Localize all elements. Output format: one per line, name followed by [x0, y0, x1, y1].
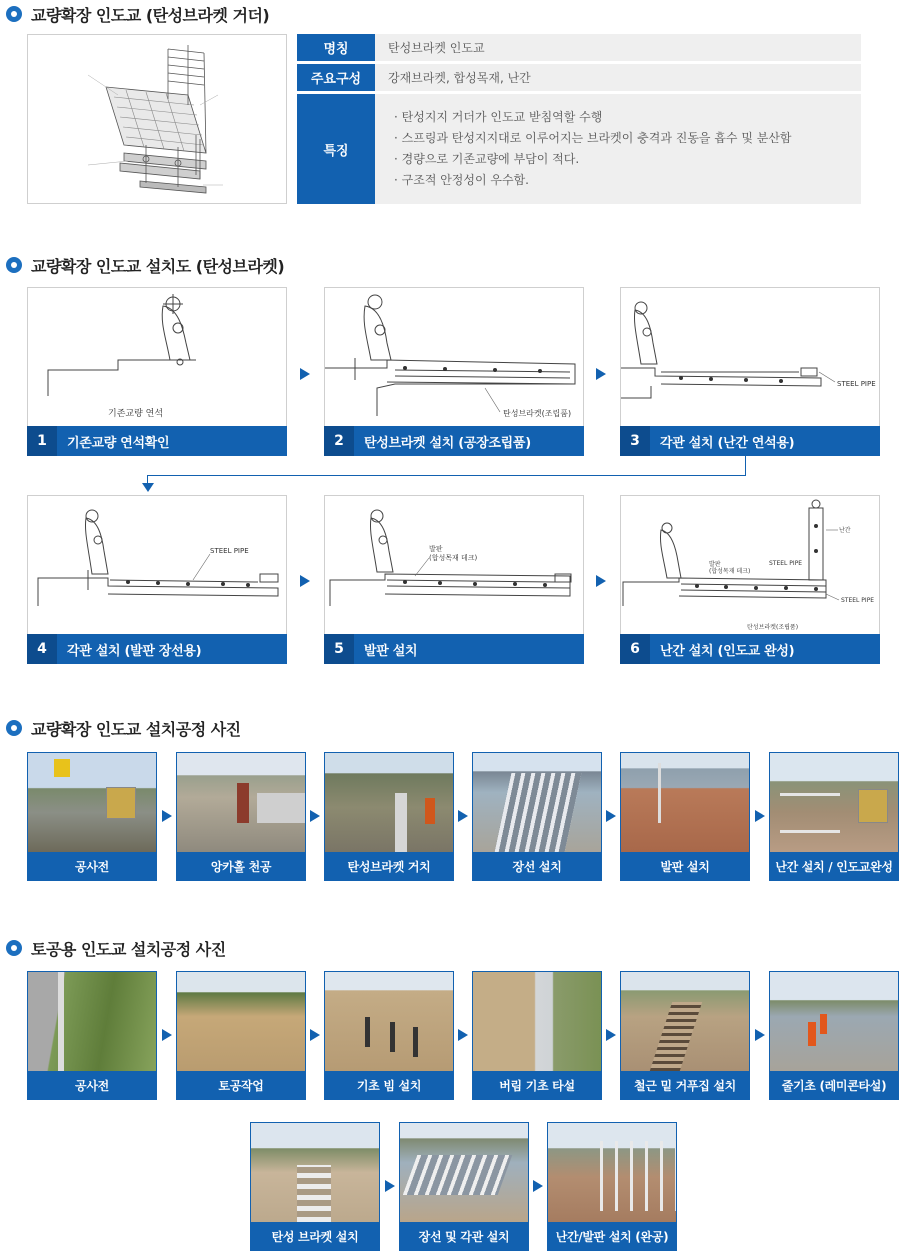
arrow-right-icon — [162, 1029, 172, 1041]
step6-drawing — [621, 496, 879, 634]
spec-row-features — [297, 94, 861, 204]
spec-value: 강재브라켓, 합성목재, 난간 — [375, 64, 861, 91]
step4-drawing — [28, 496, 286, 634]
guardrail — [58, 972, 64, 1071]
feature-item: · 탄성지지 거더가 인도교 받침역할 수행 — [394, 110, 603, 124]
step5-note2: (합성목재 데크) — [429, 554, 478, 562]
section2-title — [6, 254, 284, 276]
section3-title — [6, 717, 241, 739]
photo-caption: 버림 기초 타설 — [473, 1071, 601, 1099]
bracket-girder-drawing — [28, 35, 286, 203]
section4-title-text: 토공용 인도교 설치공정 사진 — [31, 939, 226, 959]
section1-title-text: 교량확장 인도교 (탄성브라켓 거더) — [31, 5, 270, 25]
step-label-bar — [324, 634, 584, 664]
photo-railing-complete — [770, 753, 898, 852]
worker-figure — [237, 783, 249, 823]
feature-item: · 스프링과 탄성지지대로 이루어지는 브라켓이 충격과 진동을 흡수 및 분산함 — [394, 131, 792, 145]
photo-card — [176, 971, 306, 1100]
photo-caption: 장선 설치 — [473, 852, 601, 880]
step5-drawing — [325, 496, 583, 634]
arrow-right-icon — [606, 810, 616, 822]
photo-joist-install — [473, 753, 601, 852]
circle-bullet-icon — [6, 257, 22, 273]
step-label-bar — [620, 426, 880, 456]
photo-rebar-formwork — [621, 972, 749, 1071]
install-step-2 — [324, 287, 584, 456]
feature-item: · 구조적 안정성이 우수함. — [394, 173, 529, 187]
traffic-cone — [808, 1022, 816, 1046]
photo-caption: 탄성브라켓 거치 — [325, 852, 453, 880]
traffic-cone — [820, 1014, 827, 1034]
photo-caption: 공사전 — [28, 852, 156, 880]
section4-title — [6, 937, 226, 959]
step2-note: 탄성브라켓(조립품) — [503, 409, 572, 418]
step3-note: STEEL PIPE — [837, 380, 876, 388]
arrow-right-icon — [596, 575, 606, 587]
spec-key: 주요구성 — [297, 64, 375, 91]
step-number: 2 — [324, 426, 354, 456]
step-label: 난간 설치 (인도교 완성) — [660, 643, 795, 659]
arrow-right-icon — [755, 810, 765, 822]
section1-title — [6, 3, 269, 25]
arrow-right-icon — [385, 1180, 395, 1192]
step2-drawing — [325, 288, 583, 426]
arrow-right-icon — [458, 1029, 468, 1041]
step6-note5: 난간 — [839, 527, 851, 534]
photo-card — [27, 971, 157, 1100]
install-step-4 — [27, 495, 287, 664]
spec-row-name — [297, 34, 861, 61]
step6-note: 발판 — [709, 561, 721, 568]
arrow-down-icon — [142, 483, 154, 492]
install-step-3 — [620, 287, 880, 456]
install-step-5 — [324, 495, 584, 664]
step6-note6: 탄성브라켓(조립품) — [747, 624, 799, 631]
step-number: 1 — [27, 426, 57, 456]
step1-drawing — [28, 288, 286, 426]
step-label: 기존교량 연석확인 — [67, 435, 170, 451]
arrow-right-icon — [533, 1180, 543, 1192]
photo-card — [472, 752, 602, 881]
spec-key: 특징 — [297, 94, 375, 204]
bracket-girder-figure — [27, 34, 287, 204]
worker-figure — [425, 798, 435, 824]
beam — [390, 1022, 395, 1052]
barrier — [257, 793, 305, 823]
step4-note: STEEL PIPE — [210, 547, 249, 555]
photo-earthwork-before — [28, 972, 156, 1071]
circle-bullet-icon — [6, 720, 22, 736]
photo-caption: 난간 설치 / 인도교완성 — [770, 852, 898, 880]
photo-card — [324, 971, 454, 1100]
photo-lean-concrete — [473, 972, 601, 1071]
arrow-right-icon — [606, 1029, 616, 1041]
install-step-6 — [620, 495, 880, 664]
photo-caption: 줄기초 (레미콘타설) — [770, 1071, 898, 1099]
photo-bracket-install — [251, 1123, 379, 1222]
railing — [621, 763, 661, 823]
photo-card — [324, 752, 454, 881]
railing — [588, 1141, 676, 1211]
photo-joist-pipe-install — [400, 1123, 528, 1222]
photo-card — [620, 752, 750, 881]
feature-item: · 경량으로 기존교량에 부담이 적다. — [394, 152, 580, 166]
section2-title-text: 교량확장 인도교 설치도 (탄성브라켓) — [31, 256, 285, 276]
step-number: 6 — [620, 634, 650, 664]
step-label-bar — [27, 634, 287, 664]
section3-title-text: 교량확장 인도교 설치공정 사진 — [31, 719, 241, 739]
arrow-right-icon — [310, 810, 320, 822]
step-label: 발판 설치 — [364, 643, 418, 659]
circle-bullet-icon — [6, 6, 22, 22]
photo-card — [176, 752, 306, 881]
beam — [413, 1027, 418, 1057]
arrow-right-icon — [310, 1029, 320, 1041]
photo-card — [620, 971, 750, 1100]
guardrail — [395, 793, 407, 852]
step3-drawing — [621, 288, 879, 426]
beam — [365, 1017, 370, 1047]
spec-table — [297, 34, 861, 207]
spec-value — [375, 94, 861, 204]
steel-grid — [403, 1155, 513, 1195]
photo-anchor-drilling — [177, 753, 305, 852]
warning-sign-icon — [54, 759, 70, 777]
railing — [780, 793, 840, 833]
step-number: 5 — [324, 634, 354, 664]
step6-note2: (합성목재 데크) — [709, 568, 751, 575]
photo-earthwork — [177, 972, 305, 1071]
photo-caption: 난간/발판 설치 (완공) — [548, 1222, 676, 1250]
spec-value: 탄성브라켓 인도교 — [375, 34, 861, 61]
step-label: 탄성브라켓 설치 (공장조립품) — [364, 435, 531, 451]
connector-line — [147, 475, 148, 483]
photo-caption: 앙카홀 천공 — [177, 852, 305, 880]
steel-grid — [495, 773, 582, 852]
photo-caption: 철근 밑 거푸집 설치 — [621, 1071, 749, 1099]
arrow-right-icon — [755, 1029, 765, 1041]
photo-card — [769, 971, 899, 1100]
photo-card — [250, 1122, 380, 1251]
spec-key: 명칭 — [297, 34, 375, 61]
sign-board — [106, 787, 136, 819]
step-label-bar — [324, 426, 584, 456]
arrow-right-icon — [300, 575, 310, 587]
photo-card — [547, 1122, 677, 1251]
photo-card — [399, 1122, 529, 1251]
photo-card — [472, 971, 602, 1100]
photo-bracket-placing — [325, 753, 453, 852]
step-label: 각관 설치 (발판 장선용) — [67, 643, 202, 659]
photo-railing-deck-complete — [548, 1123, 676, 1222]
photo-deck-install — [621, 753, 749, 852]
photo-caption: 탄성 브라켓 설치 — [251, 1222, 379, 1250]
spec-row-components — [297, 64, 861, 91]
step6-note3: STEEL PIPE — [769, 560, 803, 567]
step-label-bar — [620, 634, 880, 664]
install-step-1 — [27, 287, 287, 456]
photo-caption: 기초 빔 설치 — [325, 1071, 453, 1099]
arrow-right-icon — [596, 368, 606, 380]
photo-card — [27, 752, 157, 881]
photo-caption: 발판 설치 — [621, 852, 749, 880]
step6-note4: STEEL PIPE — [841, 597, 875, 604]
sign-board — [858, 789, 888, 823]
photo-caption: 공사전 — [28, 1071, 156, 1099]
arrow-right-icon — [458, 810, 468, 822]
photo-caption: 토공작업 — [177, 1071, 305, 1099]
connector-line — [147, 475, 746, 476]
photo-strip-footing — [770, 972, 898, 1071]
photo-caption: 장선 및 각관 설치 — [400, 1222, 528, 1250]
arrow-right-icon — [300, 368, 310, 380]
step-number: 4 — [27, 634, 57, 664]
step-label: 각관 설치 (난간 연석용) — [660, 435, 795, 451]
connector-line — [745, 456, 746, 475]
photo-foundation-beam — [325, 972, 453, 1071]
step-label-bar — [27, 426, 287, 456]
rebar — [650, 1002, 702, 1071]
step-number: 3 — [620, 426, 650, 456]
bracket-row — [297, 1165, 331, 1222]
step5-note: 발판 — [429, 545, 443, 553]
photo-card — [769, 752, 899, 881]
step1-note: 기존교량 연석 — [108, 409, 164, 419]
feature-list — [388, 107, 792, 191]
circle-bullet-icon — [6, 940, 22, 956]
arrow-right-icon — [162, 810, 172, 822]
photo-before — [28, 753, 156, 852]
